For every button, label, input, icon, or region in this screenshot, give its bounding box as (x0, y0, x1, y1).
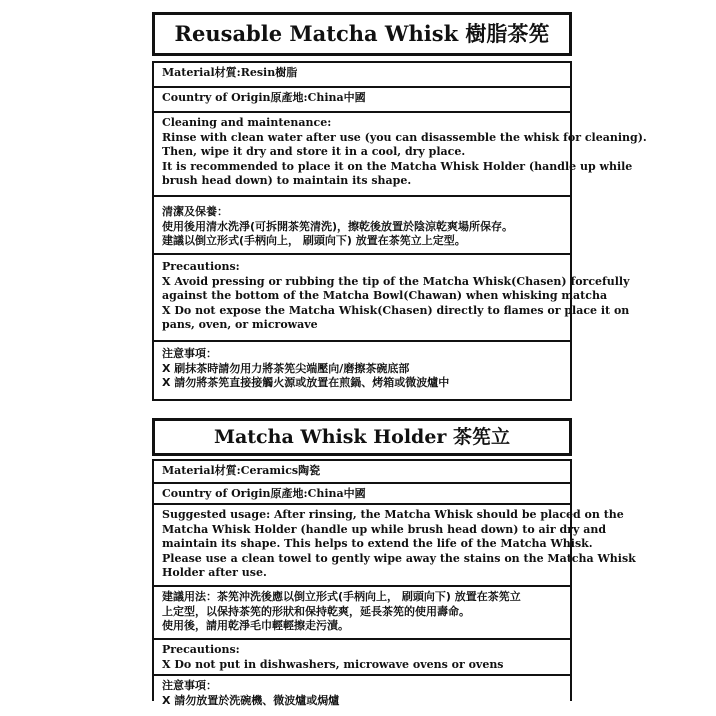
holder-usage-zh-row (154, 587, 570, 640)
whisk-cleaning-zh-line: 建議以倒立形式(手柄向上， 刷頭向下) 放置在茶筅立上定型。 (162, 234, 466, 248)
whisk-precautions-en-line: Precautions: (162, 260, 240, 273)
whisk-cleaning-en-line: It is recommended to place it on the Matcha Whisk Holder (handle up while (162, 159, 633, 173)
holder-precautions-zh-line: X 請勿放置於洗碗機、微波爐或焗爐 (162, 693, 340, 707)
whisk-cleaning-zh-line: 使用後用清水洗淨(可拆開茶筅清洗)，擦乾後放置於陰涼乾爽場所保存。 (162, 219, 514, 233)
whisk-cleaning-en-line: Cleaning and maintenance: (162, 116, 332, 129)
whisk-precautions-en-line: against the bottom of the Matcha Bowl(Chawan) when whisking matcha (162, 289, 608, 303)
whisk-precautions-en-line: pans, oven, or microwave (162, 318, 318, 332)
whisk-precautions-en-row (154, 255, 630, 342)
whisk-title: Reusable Matcha Whisk 樹脂茶筅 (152, 12, 572, 56)
holder-origin-row (154, 484, 570, 505)
whisk-precautions-en-line: X Do not expose the Matcha Whisk(Chasen) directly to flames or place it on (162, 303, 630, 317)
whisk-precautions-zh-line: 注意事項： (162, 347, 217, 360)
whisk-cleaning-en-line: Rinse with clean water after use (you can disassemble the whisk for cleaning). (162, 130, 647, 144)
whisk-spec-table (152, 61, 647, 401)
whisk-material: Material材質:Resin樹脂 (162, 66, 298, 79)
holder-precautions-en-line: Precautions: (162, 643, 240, 656)
whisk-cleaning-en-row (154, 113, 647, 197)
whisk-cleaning-en-line: brush head down) to maintain its shape. (162, 174, 412, 188)
holder-precautions-en-line: X Do not put in dishwashers, microwave ovens or ovens (162, 657, 504, 671)
holder-usage-en-line: Holder after use. (162, 566, 267, 580)
whisk-material-row (154, 63, 570, 88)
whisk-origin: Country of Origin原產地:China中國 (162, 91, 366, 104)
holder-usage-en-line: maintain its shape. This helps to extend the life of the Matcha Whisk. (162, 537, 593, 551)
holder-usage-en-line: Suggested usage: After rinsing, the Matcha Whisk should be placed on the (162, 508, 624, 521)
holder-usage-zh-line: 使用後，請用乾淨毛巾輕輕擦走污漬。 (162, 619, 349, 633)
whisk-precautions-zh-line: X 刷抹茶時請勿用力將茶筅尖端壓向/磨擦茶碗底部 (162, 361, 410, 375)
holder-usage-en-line: Matcha Whisk Holder (handle up while brush head down) to air dry and (162, 522, 607, 536)
holder-material-row (154, 461, 570, 484)
holder-precautions-zh-line: 注意事項： (162, 679, 217, 692)
holder-precautions-zh-row (154, 676, 570, 716)
whisk-precautions-en-line: X Avoid pressing or rubbing the tip of the Matcha Whisk(Chasen) forcefully (162, 274, 630, 288)
whisk-precautions-zh-row (154, 342, 570, 395)
whisk-cleaning-zh-line: 清潔及保養： (162, 205, 228, 218)
holder-usage-zh-line: 建議用法：茶筅沖洗後應以倒立形式(手柄向上， 刷頭向下) 放置在茶筅立 (162, 590, 521, 603)
whisk-precautions-zh-line: X 請勿將茶筅直接接觸火源或放置在煎鍋、烤箱或微波爐中 (162, 376, 450, 390)
whisk-cleaning-en-line: Then, wipe it dry and store it in a cool, dry place. (162, 145, 466, 159)
whisk-cleaning-zh-row (154, 197, 570, 255)
holder-title: Matcha Whisk Holder 茶筅立 (152, 418, 572, 456)
holder-origin: Country of Origin原產地:China中國 (162, 487, 366, 500)
holder-precautions-en-row (154, 640, 570, 676)
holder-usage-zh-line: 上定型，以保持茶筅的形狀和保持乾爽，延長茶筅的使用壽命。 (162, 604, 470, 618)
holder-usage-en-row (154, 505, 636, 587)
holder-spec-table (152, 459, 636, 707)
holder-usage-en-line: Please use a clean towel to gently wipe away the stains on the Matcha Whisk (162, 551, 636, 565)
whisk-origin-row (154, 88, 570, 113)
holder-material: Material材質:Ceramics陶瓷 (162, 464, 321, 477)
